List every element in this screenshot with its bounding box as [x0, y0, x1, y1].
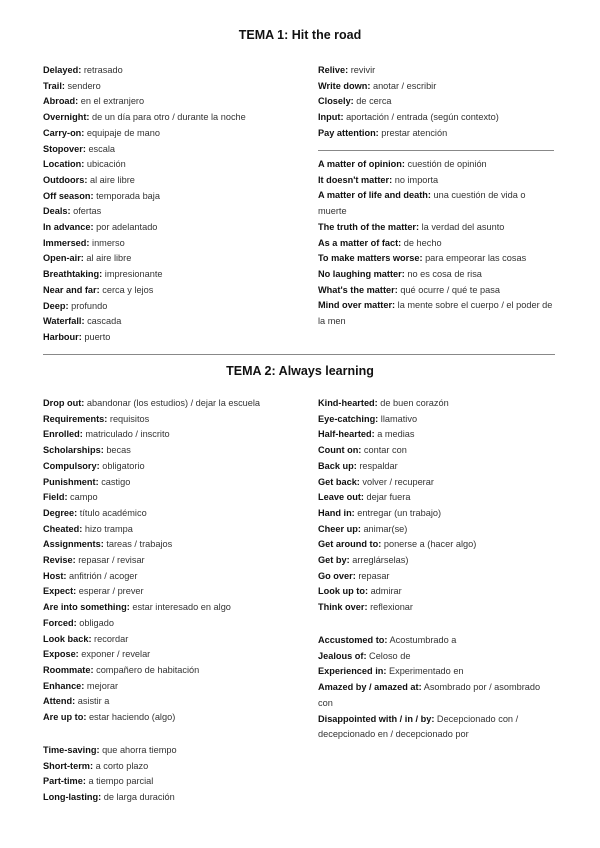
vocab-term: Deals:	[43, 206, 71, 217]
vocab-term: Scholarships:	[43, 445, 104, 456]
vocab-definition: Experimentado en	[386, 666, 464, 677]
vocab-entry	[318, 712, 554, 743]
vocab-definition: profundo	[68, 300, 108, 311]
vocab-entry	[43, 600, 313, 616]
vocab-definition: Celoso de	[366, 650, 411, 661]
vocab-entry	[43, 396, 313, 412]
vocab-term: Kind-hearted:	[318, 398, 378, 408]
vocab-definition: admirar	[368, 586, 402, 597]
vocab-term: Cheated:	[43, 523, 83, 534]
vocab-entry	[318, 94, 558, 110]
vocab-definition: escala	[85, 143, 116, 154]
vocab-term: Requirements:	[43, 413, 108, 424]
vocab-entry	[318, 412, 558, 428]
vocab-entry	[318, 680, 554, 711]
vocab-entry	[318, 236, 554, 252]
vocab-definition: repasar	[355, 570, 390, 581]
vocab-definition: becas	[103, 445, 131, 456]
vocab-term: Mind over matter:	[318, 300, 396, 311]
vocab-term: Look back:	[43, 633, 92, 644]
vocab-definition: respaldar	[356, 460, 398, 471]
vocab-entry	[43, 506, 313, 522]
vocab-entry	[43, 569, 313, 585]
vocab-term: Trail:	[43, 80, 65, 91]
vocab-definition: cuestión de opinión	[404, 159, 487, 169]
vocab-term: Long-lasting:	[43, 792, 102, 803]
vocab-term: Part-time:	[43, 776, 86, 787]
vocab-term: Back up:	[318, 460, 357, 471]
vocab-entry	[318, 475, 558, 491]
vocab-definition: asistir a	[75, 696, 110, 707]
vocab-entry	[318, 506, 558, 522]
vocab-definition: Asombrado por / asombrado con	[318, 682, 541, 708]
vocab-term: Attend:	[43, 696, 76, 707]
vocab-definition: dejar fuera	[363, 492, 411, 503]
vocab-term: It doesn't matter:	[318, 174, 393, 185]
vocab-entry	[43, 267, 293, 283]
vocab-entry	[318, 396, 558, 412]
vocab-definition: de cerca	[353, 96, 392, 107]
vocab-entry	[318, 63, 558, 79]
vocab-entry	[318, 649, 554, 665]
vocab-term: Write down:	[318, 80, 371, 91]
tema2-left-column-b	[43, 743, 313, 806]
vocab-definition: reflexionar	[367, 602, 413, 613]
vocab-term: Immersed:	[43, 237, 90, 248]
vocab-definition: al aire libre	[87, 174, 135, 185]
vocab-entry	[318, 251, 554, 267]
vocab-term: Are up to:	[43, 712, 87, 723]
vocab-entry	[43, 553, 313, 569]
vocab-entry	[318, 79, 558, 95]
vocab-term: Get around to:	[318, 539, 382, 550]
vocab-term: To make matters worse:	[318, 253, 423, 264]
vocab-entry	[43, 204, 293, 220]
vocab-definition: animar(se)	[360, 523, 408, 534]
vocab-definition: matriculado / inscrito	[82, 429, 170, 440]
vocab-term: Cheer up:	[318, 523, 361, 534]
vocab-term: In advance:	[43, 222, 94, 233]
vocab-term: Stopover:	[43, 143, 86, 154]
vocab-definition: a medias	[374, 429, 415, 440]
vocab-term: Get by:	[318, 555, 350, 566]
vocab-entry	[318, 584, 558, 600]
vocab-entry	[318, 537, 558, 553]
vocab-definition: al aire libre	[83, 253, 132, 264]
vocab-definition: para empeorar las cosas	[422, 253, 527, 264]
vocab-definition: campo	[67, 492, 98, 503]
vocab-entry	[318, 110, 558, 126]
vocab-entry	[318, 490, 558, 506]
vocab-term: Carry-on:	[43, 127, 85, 138]
vocab-term: Off season:	[43, 190, 94, 201]
vocab-entry	[43, 584, 313, 600]
vocab-entry	[43, 632, 313, 648]
vocab-definition: entregar (un trabajo)	[354, 507, 442, 518]
tema1-right-column-a	[318, 63, 558, 142]
vocab-term: Amazed by / amazed at:	[318, 682, 422, 693]
vocab-term: Disappointed with / in / by:	[318, 713, 435, 724]
vocab-entry	[43, 710, 313, 726]
vocab-definition: puerto	[81, 331, 111, 342]
vocab-definition: qué ocurre / qué te pasa	[397, 284, 500, 295]
vocab-definition: obligatorio	[99, 460, 145, 471]
vocab-term: Get back:	[318, 476, 360, 487]
vocab-entry	[318, 220, 554, 236]
vocab-term: Jealous of:	[318, 650, 367, 661]
tema1-right-column-b	[318, 157, 554, 330]
vocab-entry	[43, 412, 313, 428]
vocab-definition: retrasado	[81, 65, 123, 75]
vocab-term: Compulsory:	[43, 460, 100, 471]
vocab-entry	[43, 616, 313, 632]
vocab-term: Half-hearted:	[318, 429, 375, 440]
vocab-entry	[43, 490, 313, 506]
vocab-definition: la mente sobre el cuerpo / el poder de la men	[318, 300, 553, 327]
tema2-title: TEMA 2: Always learning	[226, 364, 374, 378]
tema1-title: TEMA 1: Hit the road	[238, 28, 362, 42]
vocab-entry	[43, 79, 293, 95]
vocab-entry	[43, 759, 313, 775]
vocab-entry	[43, 157, 293, 173]
vocab-term: Revise:	[43, 555, 76, 566]
vocab-definition: estar haciendo (algo)	[86, 712, 176, 723]
tema1-left-column	[43, 63, 293, 346]
section-divider	[43, 354, 555, 355]
vocab-term: Drop out:	[43, 398, 85, 408]
vocab-entry	[318, 298, 554, 329]
vocab-definition: arreglárselas)	[349, 555, 409, 566]
vocab-definition: volver / recuperar	[359, 476, 434, 487]
vocab-definition: de larga duración	[101, 792, 175, 803]
vocab-entry	[318, 427, 558, 443]
vocab-term: Time-saving:	[43, 745, 100, 755]
vocab-term: A matter of life and death:	[318, 190, 431, 201]
vocab-definition: título académico	[77, 507, 147, 518]
vocab-definition: impresionante	[102, 269, 163, 280]
vocab-definition: temporada baja	[93, 190, 160, 201]
vocab-term: Think over:	[318, 602, 368, 613]
vocab-definition: tareas / trabajos	[103, 539, 173, 550]
vocab-definition: inmerso	[89, 237, 125, 248]
vocab-term: Location:	[43, 159, 85, 170]
vocab-entry	[43, 694, 313, 710]
vocab-term: Abroad:	[43, 96, 79, 107]
vocab-term: Deep:	[43, 300, 69, 311]
vocab-term: Short-term:	[43, 760, 94, 771]
vocab-definition: llamativo	[378, 413, 418, 424]
tema2-left-column-a	[43, 396, 313, 726]
vocab-definition: Decepcionado con / decepcionado en / decepcionado por	[318, 713, 519, 740]
vocab-term: Forced:	[43, 617, 77, 628]
vocab-term: Are into something:	[43, 602, 130, 613]
vocab-entry	[318, 157, 554, 173]
vocab-definition: a corto plazo	[93, 760, 149, 771]
vocab-term: Accustomed to:	[318, 635, 388, 645]
vocab-definition: no importa	[392, 174, 439, 185]
vocab-entry	[43, 63, 293, 79]
vocab-term: Enhance:	[43, 680, 85, 691]
vocab-definition: mejorar	[84, 680, 119, 691]
vocab-definition: Acostumbrado a	[387, 635, 457, 645]
vocab-definition: de hecho	[401, 237, 442, 248]
tema1-right-divider	[318, 150, 554, 151]
vocab-entry	[318, 553, 558, 569]
vocab-term: Look up to:	[318, 586, 369, 597]
vocab-term: Hand in:	[318, 507, 355, 518]
vocab-term: Host:	[43, 570, 67, 581]
vocab-entry	[43, 790, 313, 806]
vocab-entry	[318, 569, 558, 585]
vocab-definition: de buen corazón	[377, 398, 449, 408]
vocab-definition: sendero	[64, 80, 101, 91]
vocab-definition: que ahorra tiempo	[99, 745, 177, 755]
vocab-entry	[43, 743, 313, 759]
vocab-term: Experienced in:	[318, 666, 387, 677]
vocab-definition: anfitrión / acoger	[66, 570, 138, 581]
vocab-term: The truth of the matter:	[318, 221, 420, 232]
vocab-entry	[43, 220, 293, 236]
vocab-entry	[43, 299, 293, 315]
vocab-term: Roommate:	[43, 664, 94, 675]
vocab-term: Near and far:	[43, 284, 100, 295]
vocab-entry	[43, 679, 313, 695]
vocab-definition: prestar atención	[378, 127, 448, 138]
vocab-definition: exponer / revelar	[78, 649, 151, 660]
vocab-definition: obligado	[76, 617, 114, 628]
vocab-term: Expect:	[43, 586, 77, 597]
vocab-definition: ofertas	[70, 206, 102, 217]
vocab-entry	[318, 633, 554, 649]
vocab-definition: hizo trampa	[82, 523, 133, 534]
vocab-definition: ubicación	[84, 159, 126, 170]
vocab-definition: recordar	[91, 633, 129, 644]
vocab-definition: revivir	[348, 65, 376, 75]
vocab-entry	[43, 475, 313, 491]
vocab-definition: contar con	[361, 445, 407, 456]
vocab-entry	[318, 173, 554, 189]
vocab-definition: en el extranjero	[78, 96, 145, 107]
vocab-entry	[318, 664, 554, 680]
vocab-term: As a matter of fact:	[318, 237, 402, 248]
vocab-definition: a tiempo parcial	[85, 776, 154, 787]
vocab-definition: compañero de habitación	[93, 664, 200, 675]
vocab-term: Punishment:	[43, 476, 99, 487]
vocab-definition: cascada	[84, 316, 122, 327]
vocab-entry	[43, 427, 313, 443]
vocab-entry	[318, 267, 554, 283]
vocab-definition: aportación / entrada (según contexto)	[343, 112, 499, 123]
vocab-term: Go over:	[318, 570, 356, 581]
vocab-term: Closely:	[318, 96, 354, 107]
vocab-term: Pay attention:	[318, 127, 379, 138]
vocab-term: Assignments:	[43, 539, 104, 550]
vocab-entry	[43, 537, 313, 553]
vocab-term: A matter of opinion:	[318, 159, 405, 169]
vocab-definition: por adelantado	[93, 222, 158, 233]
vocab-entry	[43, 236, 293, 252]
vocab-entry	[43, 330, 293, 346]
vocab-definition: la verdad del asunto	[419, 221, 505, 232]
vocab-entry	[318, 188, 554, 219]
vocab-entry	[318, 600, 558, 616]
vocab-entry	[318, 283, 554, 299]
vocab-term: Overnight:	[43, 112, 90, 123]
vocab-term: Degree:	[43, 507, 78, 518]
vocab-entry	[43, 459, 313, 475]
vocab-term: What's the matter:	[318, 284, 398, 295]
vocab-term: No laughing matter:	[318, 268, 405, 279]
tema2-right-column-a	[318, 396, 558, 616]
vocab-term: Delayed:	[43, 65, 82, 75]
vocab-term: Breathtaking:	[43, 269, 103, 280]
vocab-entry	[43, 522, 313, 538]
vocab-term: Input:	[318, 112, 344, 123]
vocab-entry	[43, 126, 293, 142]
vocab-entry	[43, 110, 293, 126]
vocab-definition: requisitos	[107, 413, 150, 424]
vocab-term: Open-air:	[43, 253, 84, 264]
vocab-entry	[43, 189, 293, 205]
vocab-entry	[43, 251, 293, 267]
vocab-entry	[43, 283, 293, 299]
vocab-definition: estar interesado en algo	[129, 602, 231, 613]
vocab-definition: cerca y lejos	[99, 284, 154, 295]
vocab-term: Outdoors:	[43, 174, 88, 185]
vocab-entry	[43, 94, 293, 110]
vocab-definition: no es cosa de risa	[404, 268, 482, 279]
vocab-entry	[43, 314, 293, 330]
vocab-entry	[43, 173, 293, 189]
vocab-term: Field:	[43, 492, 68, 503]
vocab-term: Enrolled:	[43, 429, 83, 440]
vocab-definition: esperar / prever	[76, 586, 144, 597]
vocab-entry	[318, 522, 558, 538]
vocab-term: Leave out:	[318, 492, 364, 503]
vocab-definition: castigo	[98, 476, 131, 487]
vocab-definition: abandonar (los estudios) / dejar la escuela	[84, 398, 261, 408]
vocab-entry	[43, 774, 313, 790]
vocab-term: Waterfall:	[43, 316, 85, 327]
vocab-entry	[43, 647, 313, 663]
vocab-entry	[43, 142, 293, 158]
vocab-definition: equipaje de mano	[84, 127, 160, 138]
vocab-term: Relive:	[318, 65, 349, 75]
vocab-definition: de un día para otro / durante la noche	[89, 112, 246, 123]
vocab-entry	[318, 443, 558, 459]
vocab-entry	[43, 443, 313, 459]
vocab-entry	[43, 663, 313, 679]
vocab-definition: anotar / escribir	[370, 80, 437, 91]
vocab-definition: ponerse a (hacer algo)	[381, 539, 477, 550]
vocab-entry	[318, 459, 558, 475]
vocab-term: Count on:	[318, 445, 362, 456]
vocab-term: Eye-catching:	[318, 413, 379, 424]
tema2-right-column-b	[318, 633, 554, 743]
vocab-entry	[318, 126, 558, 142]
vocab-definition: una cuestión de vida o muerte	[318, 190, 526, 217]
vocab-term: Expose:	[43, 649, 79, 660]
vocab-term: Harbour:	[43, 331, 82, 342]
vocab-definition: repasar / revisar	[75, 555, 145, 566]
